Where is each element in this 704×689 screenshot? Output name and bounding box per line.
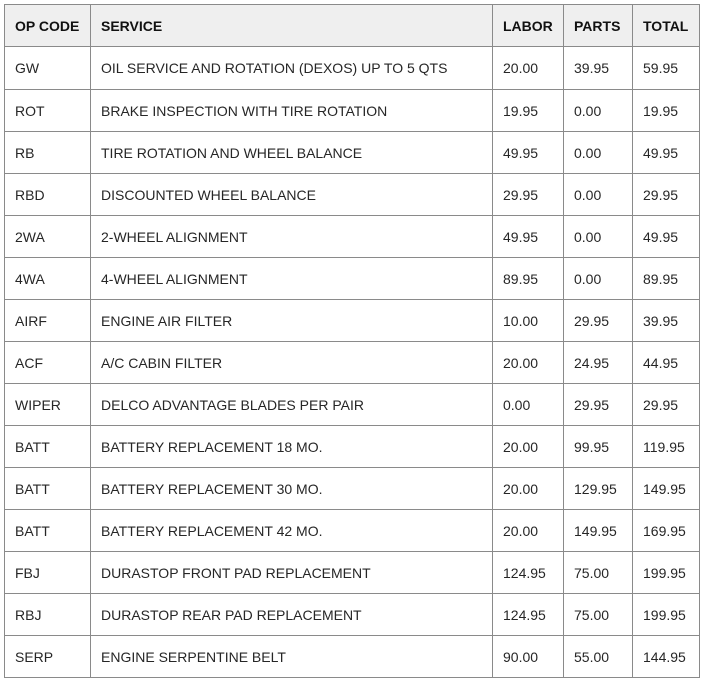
cell-labor: 90.00 (493, 636, 564, 678)
cell-service: BRAKE INSPECTION WITH TIRE ROTATION (91, 90, 493, 132)
cell-total: 39.95 (633, 300, 700, 342)
table-row (5, 510, 700, 552)
cell-labor: 20.00 (493, 342, 564, 384)
cell-labor: 20.00 (493, 47, 564, 90)
cell-labor: 20.00 (493, 510, 564, 552)
cell-total: 89.95 (633, 258, 700, 300)
header-service: SERVICE (91, 5, 493, 47)
cell-parts: 0.00 (564, 258, 633, 300)
header-labor: LABOR (493, 5, 564, 47)
cell-service: BATTERY REPLACEMENT 42 MO. (91, 510, 493, 552)
cell-service: A/C CABIN FILTER (91, 342, 493, 384)
table-row (5, 90, 700, 132)
cell-op-code: AIRF (5, 300, 91, 342)
cell-parts: 0.00 (564, 132, 633, 174)
cell-parts: 75.00 (564, 552, 633, 594)
cell-service: DURASTOP REAR PAD REPLACEMENT (91, 594, 493, 636)
cell-total: 119.95 (633, 426, 700, 468)
cell-op-code: ROT (5, 90, 91, 132)
table-row (5, 174, 700, 216)
cell-op-code: 2WA (5, 216, 91, 258)
cell-labor: 89.95 (493, 258, 564, 300)
cell-service: TIRE ROTATION AND WHEEL BALANCE (91, 132, 493, 174)
cell-parts: 0.00 (564, 216, 633, 258)
cell-parts: 75.00 (564, 594, 633, 636)
cell-op-code: BATT (5, 426, 91, 468)
table-body (5, 47, 700, 678)
cell-op-code: BATT (5, 468, 91, 510)
cell-total: 49.95 (633, 216, 700, 258)
cell-labor: 49.95 (493, 132, 564, 174)
cell-service: BATTERY REPLACEMENT 30 MO. (91, 468, 493, 510)
cell-service: ENGINE AIR FILTER (91, 300, 493, 342)
cell-service: DURASTOP FRONT PAD REPLACEMENT (91, 552, 493, 594)
cell-labor: 0.00 (493, 384, 564, 426)
cell-total: 44.95 (633, 342, 700, 384)
cell-op-code: ACF (5, 342, 91, 384)
table-row (5, 552, 700, 594)
table-header (5, 5, 700, 47)
cell-labor: 124.95 (493, 552, 564, 594)
cell-parts: 99.95 (564, 426, 633, 468)
cell-parts: 24.95 (564, 342, 633, 384)
table-row (5, 426, 700, 468)
cell-parts: 129.95 (564, 468, 633, 510)
cell-parts: 39.95 (564, 47, 633, 90)
cell-service: 2-WHEEL ALIGNMENT (91, 216, 493, 258)
cell-op-code: RB (5, 132, 91, 174)
cell-labor: 124.95 (493, 594, 564, 636)
table-row (5, 300, 700, 342)
cell-total: 29.95 (633, 384, 700, 426)
cell-op-code: BATT (5, 510, 91, 552)
header-op-code: OP CODE (5, 5, 91, 47)
cell-service: ENGINE SERPENTINE BELT (91, 636, 493, 678)
cell-parts: 29.95 (564, 384, 633, 426)
cell-op-code: RBD (5, 174, 91, 216)
table-row (5, 636, 700, 678)
table-row (5, 384, 700, 426)
cell-service: DISCOUNTED WHEEL BALANCE (91, 174, 493, 216)
cell-total: 29.95 (633, 174, 700, 216)
cell-op-code: GW (5, 47, 91, 90)
table-row (5, 258, 700, 300)
cell-total: 144.95 (633, 636, 700, 678)
cell-op-code: SERP (5, 636, 91, 678)
cell-service: BATTERY REPLACEMENT 18 MO. (91, 426, 493, 468)
cell-total: 149.95 (633, 468, 700, 510)
table-row (5, 342, 700, 384)
cell-total: 49.95 (633, 132, 700, 174)
header-total: TOTAL (633, 5, 700, 47)
cell-op-code: WIPER (5, 384, 91, 426)
cell-labor: 10.00 (493, 300, 564, 342)
table-row (5, 594, 700, 636)
table-row (5, 132, 700, 174)
cell-total: 59.95 (633, 47, 700, 90)
cell-total: 19.95 (633, 90, 700, 132)
header-parts: PARTS (564, 5, 633, 47)
cell-op-code: 4WA (5, 258, 91, 300)
cell-service: OIL SERVICE AND ROTATION (DEXOS) UP TO 5 QTS (91, 47, 493, 90)
cell-labor: 19.95 (493, 90, 564, 132)
cell-parts: 29.95 (564, 300, 633, 342)
table-row (5, 216, 700, 258)
cell-total: 169.95 (633, 510, 700, 552)
cell-service: 4-WHEEL ALIGNMENT (91, 258, 493, 300)
cell-op-code: FBJ (5, 552, 91, 594)
table-row (5, 47, 700, 90)
cell-parts: 0.00 (564, 174, 633, 216)
cell-parts: 149.95 (564, 510, 633, 552)
table-row (5, 468, 700, 510)
cell-service: DELCO ADVANTAGE BLADES PER PAIR (91, 384, 493, 426)
cell-total: 199.95 (633, 552, 700, 594)
cell-parts: 55.00 (564, 636, 633, 678)
cell-labor: 20.00 (493, 468, 564, 510)
cell-parts: 0.00 (564, 90, 633, 132)
cell-labor: 49.95 (493, 216, 564, 258)
cell-op-code: RBJ (5, 594, 91, 636)
header-row (5, 5, 700, 47)
cell-labor: 29.95 (493, 174, 564, 216)
cell-total: 199.95 (633, 594, 700, 636)
service-price-table (4, 4, 700, 678)
cell-labor: 20.00 (493, 426, 564, 468)
